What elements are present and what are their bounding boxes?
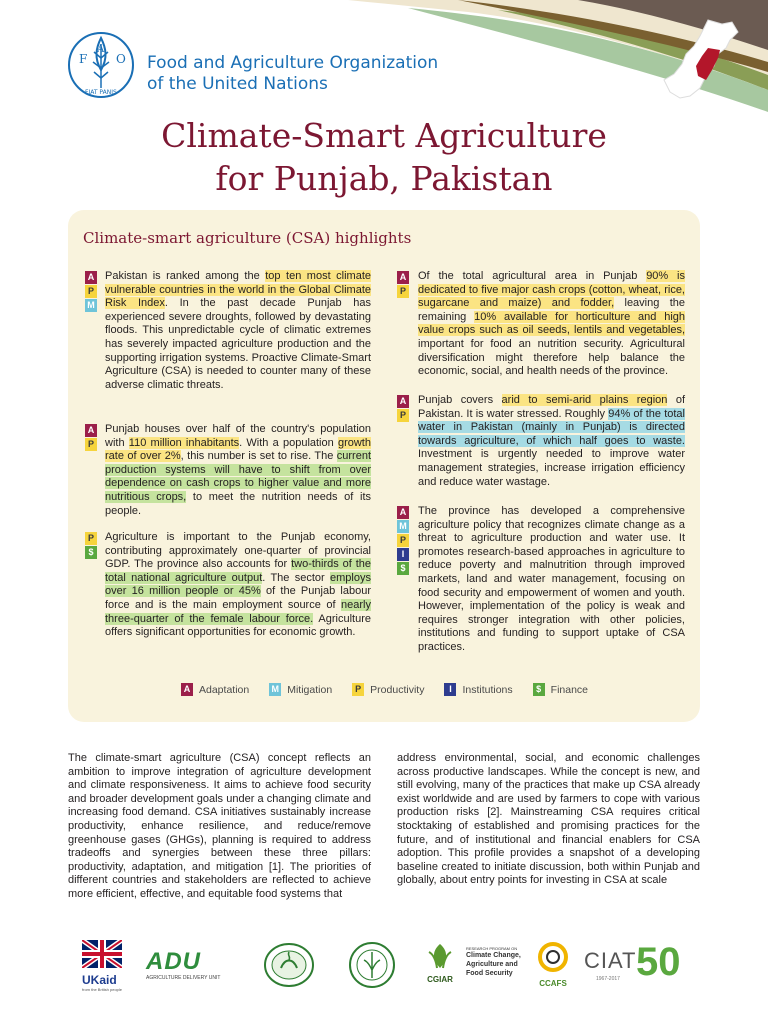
productivity-tag: P	[85, 532, 97, 545]
highlighted-text: arid to semi-arid plains region	[501, 394, 668, 406]
adaptation-tag: A	[397, 506, 409, 519]
highlighted-text: 94% of the total water in Pakistan (mainly in Punjab) is directed towards agriculture, of which half goes to waste.	[418, 407, 685, 447]
highlighted-text: current production systems will have to shift from over dependence on cash crops to higher value and more nutritious crops,	[105, 450, 372, 503]
agriculture-department-seal-icon	[348, 940, 396, 990]
legend-label: Finance	[550, 683, 589, 696]
paragraph-text: Agriculture offers significant opportunities for economic growth.	[105, 612, 371, 639]
productivity-tag: P	[397, 409, 409, 422]
mitigation-tag: M	[85, 299, 97, 312]
highlighted-text: 90% is dedicated to five major cash crops (cotton, wheat, rice, sugarcane and maize) and fodder,	[418, 270, 685, 310]
legend	[181, 683, 608, 696]
intro-column-2: address environmental, social, and economic challenges across productive landscapes. While the concept is new, and still evolving, many of the practices that make up CSA already exist worldwide and are used by farmers to cope with various production risks [2]. Mainstreaming CSA requires critical stocktaking of established and promising practices for the future, and of institutional and financial enablers for CSA adoption. This profile provides a snapshot of a developing baseline created to initiate discussion, both within Punjab and globally, about entry points for investing in CSA at scale	[397, 752, 700, 887]
ccafs-program-text-block	[466, 946, 530, 978]
ciat-text: CIAT	[584, 948, 637, 973]
partner-logos	[78, 938, 698, 998]
finance-tag: $	[85, 546, 97, 559]
paragraph-text: important for food an nutrition security. Agricultural diversification might therefore help balance the economic, social, and health needs of the province.	[418, 337, 685, 378]
ukaid-subtext: from the British people	[82, 987, 123, 992]
tags-item-6	[397, 506, 409, 576]
ukaid-text: UKaid	[82, 973, 117, 987]
ccafs-logo	[533, 940, 573, 988]
highlight-paragraph-1	[105, 270, 371, 392]
finance-tag: $	[397, 562, 409, 575]
highlighted-text: top ten most climate vulnerable countries in the world in the Global Climate Risk Index	[105, 270, 371, 310]
mitigation-tag: M	[397, 520, 409, 533]
ccafs-program-name: Climate Change, Agriculture and Food Security	[466, 952, 521, 977]
highlighted-text: nearly three-quarter of the female labour force.	[105, 598, 371, 625]
paragraph-text: of the Punjab labour force and is the main employment source of	[105, 585, 371, 611]
highlight-paragraph-5	[418, 394, 685, 489]
tags-item-5	[397, 395, 409, 423]
legend-label: Productivity	[370, 683, 425, 696]
highlight-paragraph-3	[105, 531, 371, 640]
svg-text:A: A	[97, 44, 105, 55]
paragraph-text: . With a population	[239, 436, 338, 449]
svg-text:F: F	[79, 52, 88, 66]
tags-item-1	[85, 271, 97, 313]
legend-label: Institutions	[462, 683, 513, 696]
institutions-tag: I	[444, 683, 456, 696]
paragraph-text: The province has developed a comprehensive agriculture policy that recognizes climate change as a threat to agriculture production and water use. It promotes research-based approaches in agriculture to reduce poverty and malnutrition through improved markets, land and water management, focusing on food security and empowerment of women and youth. However, implementation of the policy is weak and requires stronger integration with other policies, institutions and funding to support uptake of CSA practices.	[418, 505, 685, 653]
finance-tag: $	[533, 683, 545, 696]
punjab-government-seal-icon	[263, 942, 315, 988]
highlight-paragraph-6	[418, 505, 685, 655]
highlight-paragraph-2	[105, 423, 371, 518]
institutions-tag: I	[397, 548, 409, 561]
adaptation-tag: A	[181, 683, 193, 696]
productivity-tag: P	[352, 683, 364, 696]
paragraph-text: Punjab covers	[418, 394, 502, 406]
highlight-paragraph-4	[418, 270, 685, 379]
tags-item-4	[397, 271, 409, 299]
legend-item-finance	[533, 683, 588, 696]
svg-text:FIAT PANIS: FIAT PANIS	[85, 89, 117, 96]
paragraph-text: Pakistan is ranked among the	[105, 270, 266, 282]
ukaid-logo	[82, 940, 128, 992]
productivity-tag: P	[397, 534, 409, 547]
cgiar-logo	[416, 942, 464, 984]
paragraph-text: Punjab houses over half of the country's population with	[105, 423, 371, 449]
intro-column-1: The climate-smart agriculture (CSA) concept reflects an ambition to improve integration of agriculture development and climate responsiveness. It aims to achieve food security and broader development goals under a changing climate and increasing food demand. CSA initiatives sustainably increase productivity, enhance resilience, and reduce/remove greenhouse gases (GHGs), planning is required to address tradeoffs and synergies between these three pillars: productivity, adaptation, and mitigation [1]. The priorities of different countries and stakeholders are reflected to achieve more efficient, effective, and equitable food systems that	[68, 752, 371, 900]
page-title	[0, 114, 768, 200]
adaptation-tag: A	[85, 271, 97, 284]
paragraph-text: . The sector	[262, 571, 331, 584]
productivity-tag: P	[85, 285, 97, 298]
highlighted-text: 10% available for horticulture and high value crops such as oil seeds, lentils and vegetables,	[418, 310, 686, 337]
organization-name	[147, 53, 438, 95]
legend-label: Adaptation	[199, 683, 250, 696]
highlights-heading: Climate-smart agriculture (CSA) highlights	[83, 229, 412, 247]
cgiar-text: CGIAR	[427, 975, 453, 984]
ccafs-program-small: RESEARCH PROGRAM ON	[466, 946, 518, 951]
adaptation-tag: A	[85, 424, 97, 437]
ccafs-text: CCAFS	[539, 979, 567, 988]
ciat-years: 1967-2017	[596, 976, 620, 982]
org-name-line1: Food and Agriculture Organization	[147, 53, 439, 73]
union-jack-icon	[82, 940, 122, 968]
adu-subtext: AGRICULTURE DELIVERY UNIT	[146, 975, 221, 981]
adaptation-tag: A	[397, 395, 409, 408]
ciat-50-text: 50	[636, 940, 681, 984]
adu-logo	[146, 950, 236, 981]
paragraph-text: of Pakistan. It is water stressed. Roughly	[418, 394, 686, 420]
pakistan-map-icon	[660, 18, 740, 100]
productivity-tag: P	[85, 438, 97, 451]
legend-item-adaptation	[181, 683, 249, 696]
adu-text: ADU	[146, 948, 201, 975]
tags-item-3	[85, 532, 97, 560]
title-line1: Climate-Smart Agriculture	[161, 116, 607, 155]
cgiar-leaf-icon	[425, 942, 455, 970]
mitigation-tag: M	[269, 683, 281, 696]
svg-text:O: O	[116, 52, 126, 66]
highlighted-text: 110 million inhabitants	[128, 436, 240, 449]
org-name-line2: of the United Nations	[147, 74, 328, 94]
legend-label: Mitigation	[287, 683, 333, 696]
paragraph-text: , this number is set to rise. The	[180, 450, 337, 463]
title-line2: for Punjab, Pakistan	[215, 159, 553, 198]
paragraph-text: Investment is urgently needed to improve water management strategies, increase irrigation efficiency and reduce water wastage.	[418, 448, 685, 488]
fao-logo	[66, 30, 136, 100]
ciat-logo	[584, 942, 694, 992]
legend-item-mitigation	[269, 683, 332, 696]
productivity-tag: P	[397, 285, 409, 298]
legend-item-productivity	[352, 683, 424, 696]
legend-item-institutions	[444, 683, 512, 696]
ccafs-swirl-icon	[538, 940, 568, 974]
adaptation-tag: A	[397, 271, 409, 284]
paragraph-text: to meet the nutrition needs of its people.	[105, 490, 371, 517]
paragraph-text: . In the past decade Punjab has experienced severe droughts, followed by devastating floods. This unpredictable cycle of climatic extremes has severely impacted agriculture production and the supporting irrigation systems. Proactive Climate-Smart Agriculture (CSA) is needed to counter many of these adverse climatic threats.	[105, 297, 371, 391]
paragraph-text: Of the total agricultural area in Punjab	[418, 270, 647, 282]
tags-item-2	[85, 424, 97, 452]
paragraph-text: Agriculture is important to the Punjab economy, contributing approximately one-quarter of provincial GDP. The province also accounts for	[105, 531, 371, 571]
highlighted-text: growth rate of over 2%	[105, 436, 371, 463]
highlighted-text: two-thirds of the total national agriculture output	[105, 558, 371, 584]
paragraph-text: leaving the remaining	[418, 297, 685, 323]
highlighted-text: employs over 16 million people or 45%	[105, 571, 371, 598]
